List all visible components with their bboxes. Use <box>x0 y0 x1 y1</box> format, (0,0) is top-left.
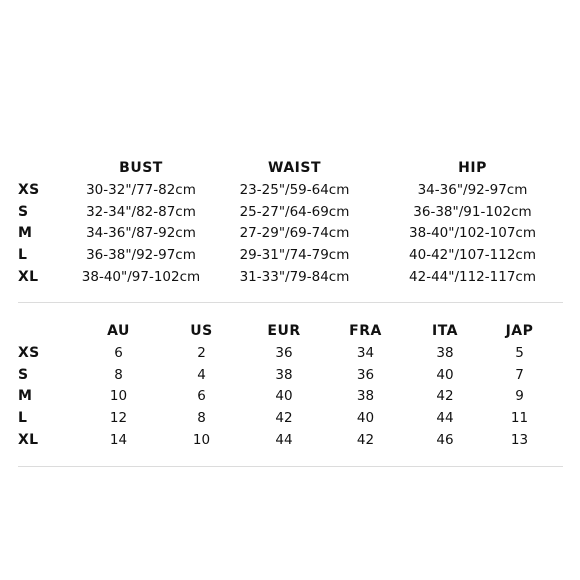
hip-value: 42-44"/112-117cm <box>409 268 536 285</box>
bust-value: 30-32"/77-82cm <box>86 181 196 198</box>
eur-header: EUR <box>267 323 301 339</box>
size-label: XS <box>18 181 40 198</box>
hip-value: 36-38"/91-102cm <box>413 203 532 220</box>
fra-value: 38 <box>356 388 375 405</box>
waist-value: 23-25"/59-64cm <box>239 181 350 198</box>
size-label: S <box>18 366 29 383</box>
waist-header: WAIST <box>268 160 321 176</box>
jap-value: 5 <box>515 344 524 361</box>
eur-value: 36 <box>275 344 293 361</box>
fra-value: 34 <box>356 344 375 361</box>
size-label: L <box>18 410 28 427</box>
au-value: 14 <box>109 431 128 448</box>
us-value: 4 <box>197 366 206 383</box>
hip-value: 40-42"/107-112cm <box>409 247 536 264</box>
measurements-row-l <box>18 244 558 266</box>
ita-header: ITA <box>431 323 458 339</box>
size-label: XL <box>18 431 39 448</box>
measurements-table <box>18 157 558 288</box>
size-header-cell <box>18 320 80 342</box>
fra-value: 36 <box>356 366 375 383</box>
ita-value: 46 <box>436 431 454 448</box>
jap-header: JAP <box>505 323 534 339</box>
size-label: L <box>18 247 28 264</box>
measurements-row-s <box>18 201 558 223</box>
hip-value: 38-40"/102-107cm <box>409 225 536 242</box>
size-label: S <box>18 203 29 220</box>
conversion-row-l <box>18 407 558 429</box>
bust-value: 32-34"/82-87cm <box>86 203 196 220</box>
us-header: US <box>190 323 213 339</box>
size-label: XS <box>18 344 40 361</box>
eur-value: 44 <box>275 431 293 448</box>
jap-value: 11 <box>510 410 529 427</box>
jap-value: 13 <box>510 431 529 448</box>
waist-value: 31-33"/79-84cm <box>239 268 350 285</box>
waist-value: 27-29"/69-74cm <box>239 225 350 242</box>
waist-value: 29-31"/74-79cm <box>239 247 350 264</box>
bust-value: 36-38"/92-97cm <box>86 247 196 264</box>
au-value: 6 <box>114 344 123 361</box>
conversion-row-xl <box>18 429 558 451</box>
conversion-row-xs <box>18 342 558 364</box>
eur-value: 38 <box>275 366 293 383</box>
us-value: 2 <box>197 344 206 361</box>
size-label: M <box>18 388 33 405</box>
hip-header: HIP <box>458 160 487 176</box>
conversion-table <box>18 320 558 451</box>
fra-value: 40 <box>356 410 375 427</box>
measurements-header-row <box>18 157 558 179</box>
measurements-row-xl <box>18 266 558 288</box>
conversion-row-s <box>18 364 558 386</box>
measurements-row-xs <box>18 179 558 201</box>
bust-value: 38-40"/97-102cm <box>81 268 201 285</box>
bust-header: BUST <box>119 160 163 176</box>
au-value: 10 <box>109 388 128 405</box>
waist-value: 25-27"/64-69cm <box>239 203 350 220</box>
bust-value: 34-36"/87-92cm <box>86 225 196 242</box>
au-header: AU <box>107 323 130 339</box>
measurements-row-m <box>18 223 558 245</box>
au-value: 8 <box>114 366 123 383</box>
ita-value: 42 <box>436 388 454 405</box>
eur-value: 42 <box>275 410 293 427</box>
size-label: M <box>18 225 33 242</box>
fra-header: FRA <box>349 323 382 339</box>
ita-value: 40 <box>436 366 454 383</box>
section-divider <box>18 302 563 303</box>
us-value: 10 <box>192 431 211 448</box>
ita-value: 38 <box>436 344 454 361</box>
conversion-row-m <box>18 386 558 408</box>
fra-value: 42 <box>356 431 375 448</box>
au-value: 12 <box>109 410 128 427</box>
eur-value: 40 <box>275 388 293 405</box>
ita-value: 44 <box>436 410 454 427</box>
jap-value: 7 <box>515 366 524 383</box>
conversion-header-row <box>18 320 558 342</box>
us-value: 8 <box>197 410 206 427</box>
hip-value: 34-36"/92-97cm <box>417 181 528 198</box>
jap-value: 9 <box>515 388 524 405</box>
size-label: XL <box>18 268 39 285</box>
size-header-cell <box>18 157 80 179</box>
section-divider <box>18 466 563 467</box>
us-value: 6 <box>197 388 206 405</box>
